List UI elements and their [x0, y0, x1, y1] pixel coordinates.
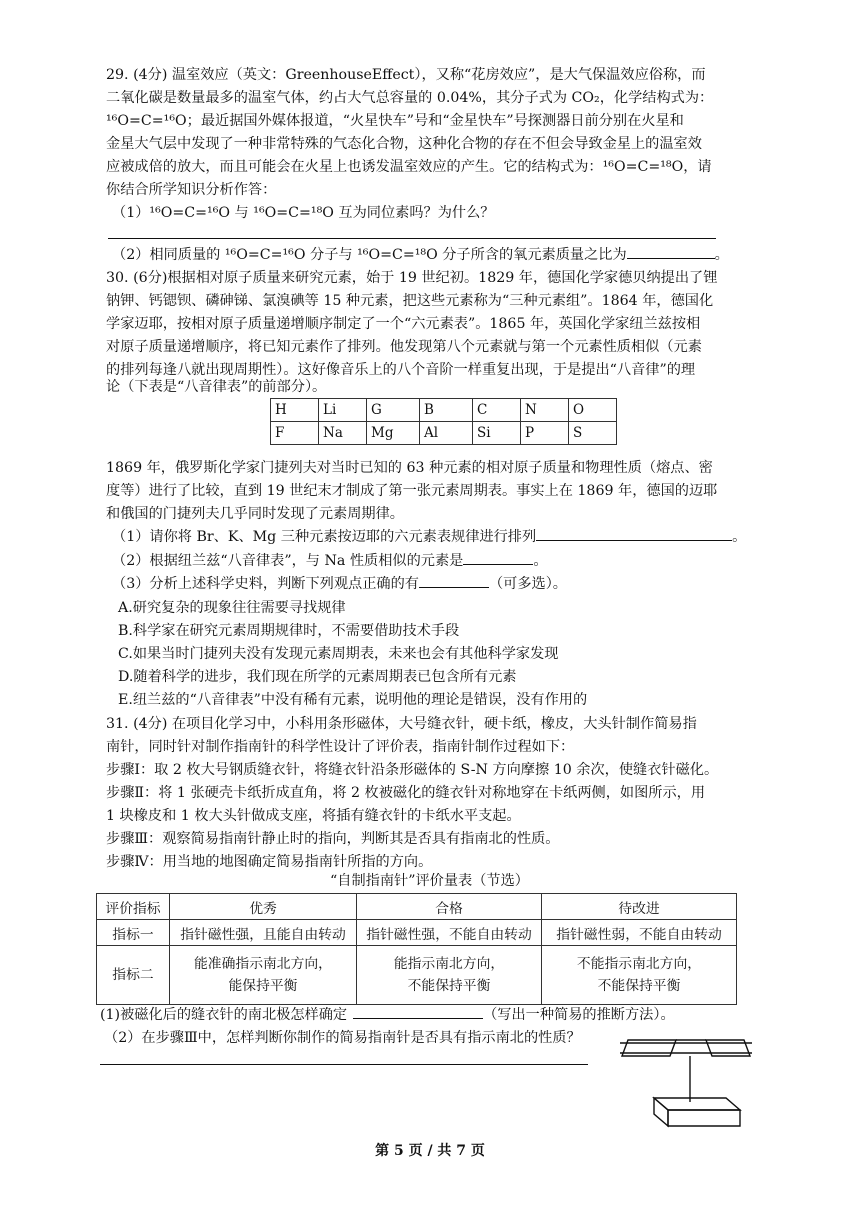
eval-cell: 指针磁性弱，不能自由转动 [542, 920, 737, 946]
octave-cell: Mg [367, 422, 420, 445]
q29-line-2: 二氧化碳是数量最多的温室气体，约占大气总容量的 0.04%，其分子式为 CO₂，化学结构式为： [106, 90, 714, 106]
octave-cell: H [271, 399, 319, 422]
octave-cell: N [521, 399, 569, 422]
q31-sub1-end: （写出一种简易的推断方法）。 [483, 1007, 675, 1023]
q29-sub2-blank[interactable] [627, 244, 715, 259]
q30-sub1 [112, 526, 746, 548]
q30-sub1-end: 。 [732, 529, 747, 545]
q30-sub3-end: （可多选）。 [488, 576, 567, 592]
q30-option-a: A.研究复杂的现象往往需要寻找规律 [118, 600, 346, 616]
octave-cell: G [367, 399, 420, 422]
q30-sub3-text: （3）分析上述科学史料，判断下列观点正确的有 [112, 576, 419, 592]
eval-cell: 指针磁性强，且能自由转动 [170, 920, 357, 946]
q30-sub2-end: 。 [533, 553, 548, 569]
octave-row [271, 422, 617, 445]
q29-sub2-end: 。 [714, 247, 729, 263]
q31-step-4: 步骤Ⅳ：用当地的地图确定简易指南针所指的方向。 [106, 854, 433, 870]
eval-cell-text: 不能保持平衡 [407, 978, 491, 994]
q31-sub2: （2）在步骤Ⅲ中，怎样判断你制作的简易指南针是否具有指示南北的性质？ [104, 1030, 581, 1046]
eval-cell-text: 指标二 [112, 967, 154, 983]
q31-step-2: 步骤Ⅱ：将 1 张硬壳卡纸折成直角，将 2 枚被磁化的缝衣针对称地穿在卡纸两侧，如图所示，用 [106, 785, 706, 801]
q29-line-5: 应被成倍的放大，而且可能会在火星上也诱发温室效应的产生。它的结构式为：¹⁶O=C=¹⁸O，请 [106, 159, 712, 175]
eval-cell [357, 946, 542, 1005]
q30-line-4: 对原子质量递增顺序，将已知元素作了排列。他发现第八个元素就与第一个元素性质相似（元素 [106, 339, 702, 355]
eval-table-title: “自制指南针”评价量表（节选） [330, 873, 529, 889]
octave-cell: Na [319, 422, 367, 445]
octave-cell: C [473, 399, 521, 422]
q29-line-4: 金星大气层中发现了一种非常特殊的气态化合物，这种化合物的存在不但会导致金星上的温室效 [106, 136, 702, 152]
q30-option-d: D.随着科学的进步，我们现在所学的元素周期表已包含所有元素 [118, 669, 517, 685]
eval-row [97, 920, 737, 946]
octave-table [270, 398, 617, 445]
eval-cell-text: 不能指示南北方向， [576, 956, 702, 972]
eval-cell [97, 946, 170, 1005]
q30-sub2-blank[interactable] [463, 550, 533, 565]
eval-cell-text: 能保持平衡 [228, 978, 298, 994]
q29-sub1: （1）¹⁶O=C=¹⁶O 与 ¹⁶O=C=¹⁸O 互为同位素吗？为什么？ [112, 205, 495, 221]
q29-sub2-text: （2）相同质量的 ¹⁶O=C=¹⁶O 分子与 ¹⁶O=C=¹⁸O 分子所含的氧元素质量之比为 [112, 247, 627, 263]
eval-header-row [97, 894, 737, 920]
octave-cell: B [420, 399, 473, 422]
q30-after-2: 度等）进行了比较，直到 19 世纪末才制成了第一张元素周期表。事实上在 1869 年，德国的迈耶 [106, 483, 718, 499]
q30-sub2 [112, 550, 548, 572]
q29-line-6: 你结合所学知识分析作答： [106, 182, 277, 198]
eval-header-cell: 评价指标 [97, 894, 170, 920]
q30-after-1: 1869 年，俄罗斯化学家门捷列夫对当时已知的 63 种元素的相对原子质量和物理性质（熔点、密 [106, 460, 713, 476]
octave-row [271, 399, 617, 422]
q30-sub3-blank[interactable] [419, 573, 489, 588]
eval-header-cell: 待改进 [542, 894, 737, 920]
octave-cell: Al [420, 422, 473, 445]
eval-cell-text: 能准确指示南北方向， [194, 956, 332, 972]
eval-row [97, 946, 737, 1005]
q30-option-b: B.科学家在研究元素周期规律时，不需要借助技术手段 [118, 623, 460, 639]
octave-cell: P [521, 422, 569, 445]
eval-cell [170, 946, 357, 1005]
q30-sub1-text: （1）请你将 Br、K、Mg 三种元素按迈耶的六元素表规律进行排列 [112, 529, 537, 545]
eval-header-cell: 合格 [357, 894, 542, 920]
q31-sub1-text: (1)被磁化后的缝衣针的南北极怎样确定 [100, 1007, 348, 1023]
page-footer: 第 5 页 / 共 7 页 [375, 1143, 485, 1159]
q31-line-1: 31. (4分) 在项目化学习中，小科用条形磁体，大号缝衣针，硬卡纸，橡皮，大头针制作简易指 [106, 716, 697, 732]
q30-line-3: 学家迈耶，按相对原子质量递增顺序制定了一个“六元素表”。1865 年，英国化学家纽兰兹按相 [106, 316, 701, 332]
q31-line-2: 南针，同时针对制作指南针的科学性设计了评价表，指南针制作过程如下： [106, 739, 575, 755]
q30-after-3: 和俄国的门捷列夫几乎同时发现了元素周期律。 [106, 506, 404, 522]
q30-option-e: E.纽兰兹的“八音律表”中没有稀有元素，说明他的理论是错误，没有作用的 [118, 692, 588, 708]
q29-line-1: 29. (4分) 温室效应（英文：GreenhouseEffect），又称“花房效应”，是大气保温效应俗称，而 [106, 67, 706, 83]
octave-cell: O [569, 399, 617, 422]
q31-sub1-blank[interactable] [353, 1004, 483, 1019]
q30-sub1-blank[interactable] [536, 526, 732, 541]
q29-answer-line [108, 238, 716, 239]
q30-option-c: C.如果当时门捷列夫没有发现元素周期表，未来也会有其他科学家发现 [118, 646, 559, 662]
q30-line-1: 30. (6分)根据相对原子质量来研究元素，始于 19 世纪初。1829 年，德国化学家德贝纳提出了锂 [106, 270, 718, 286]
eval-cell [542, 946, 737, 1005]
q30-sub2-text: （2）根据纽兰兹“八音律表”，与 Na 性质相似的元素是 [112, 553, 464, 569]
eval-cell-text: 能指示南北方向， [393, 956, 505, 972]
eval-cell: 指针磁性强，不能自由转动 [357, 920, 542, 946]
eval-cell: 指标一 [97, 920, 170, 946]
compass-figure [618, 1030, 758, 1140]
q31-sub1 [100, 1004, 675, 1026]
octave-cell: S [569, 422, 617, 445]
eval-header-cell: 优秀 [170, 894, 357, 920]
octave-cell: F [271, 422, 319, 445]
q31-step-3: 步骤Ⅲ：观察简易指南针静止时的指向，判断其是否具有指南北的性质。 [106, 831, 560, 847]
q31-answer-line [100, 1064, 588, 1065]
eval-table [96, 893, 737, 1005]
q30-sub3 [112, 573, 567, 595]
q30-line-6: 论（下表是“八音律表”的前部分）。 [106, 379, 327, 395]
q30-line-5: 的排列每逢八就出现周期性）。这好像音乐上的八个音阶一样重复出现，于是提出“八音律”的理 [106, 362, 696, 378]
q29-line-3: ¹⁶O=C=¹⁶O；最近据国外媒体报道，“火星快车”号和“金星快车”号探测器日前分别在火星和 [106, 113, 684, 129]
q30-line-2: 钠钾、钙锶钡、磷砷锑、氯溴碘等 15 种元素，把这些元素称为“三种元素组”。1864 年，德国化 [106, 293, 714, 309]
q31-step-2-cont: 1 块橡皮和 1 枚大头针做成支座，将插有缝衣针的卡纸水平支起。 [106, 808, 521, 824]
octave-cell: Si [473, 422, 521, 445]
q31-step-1: 步骤Ⅰ：取 2 枚大号钢质缝衣针，将缝衣针沿条形磁体的 S-N 方向摩擦 10 余次，使缝衣针磁化。 [106, 762, 719, 778]
octave-cell: Li [319, 399, 367, 422]
eval-cell-text: 不能保持平衡 [597, 978, 681, 994]
q29-sub2 [112, 244, 729, 266]
